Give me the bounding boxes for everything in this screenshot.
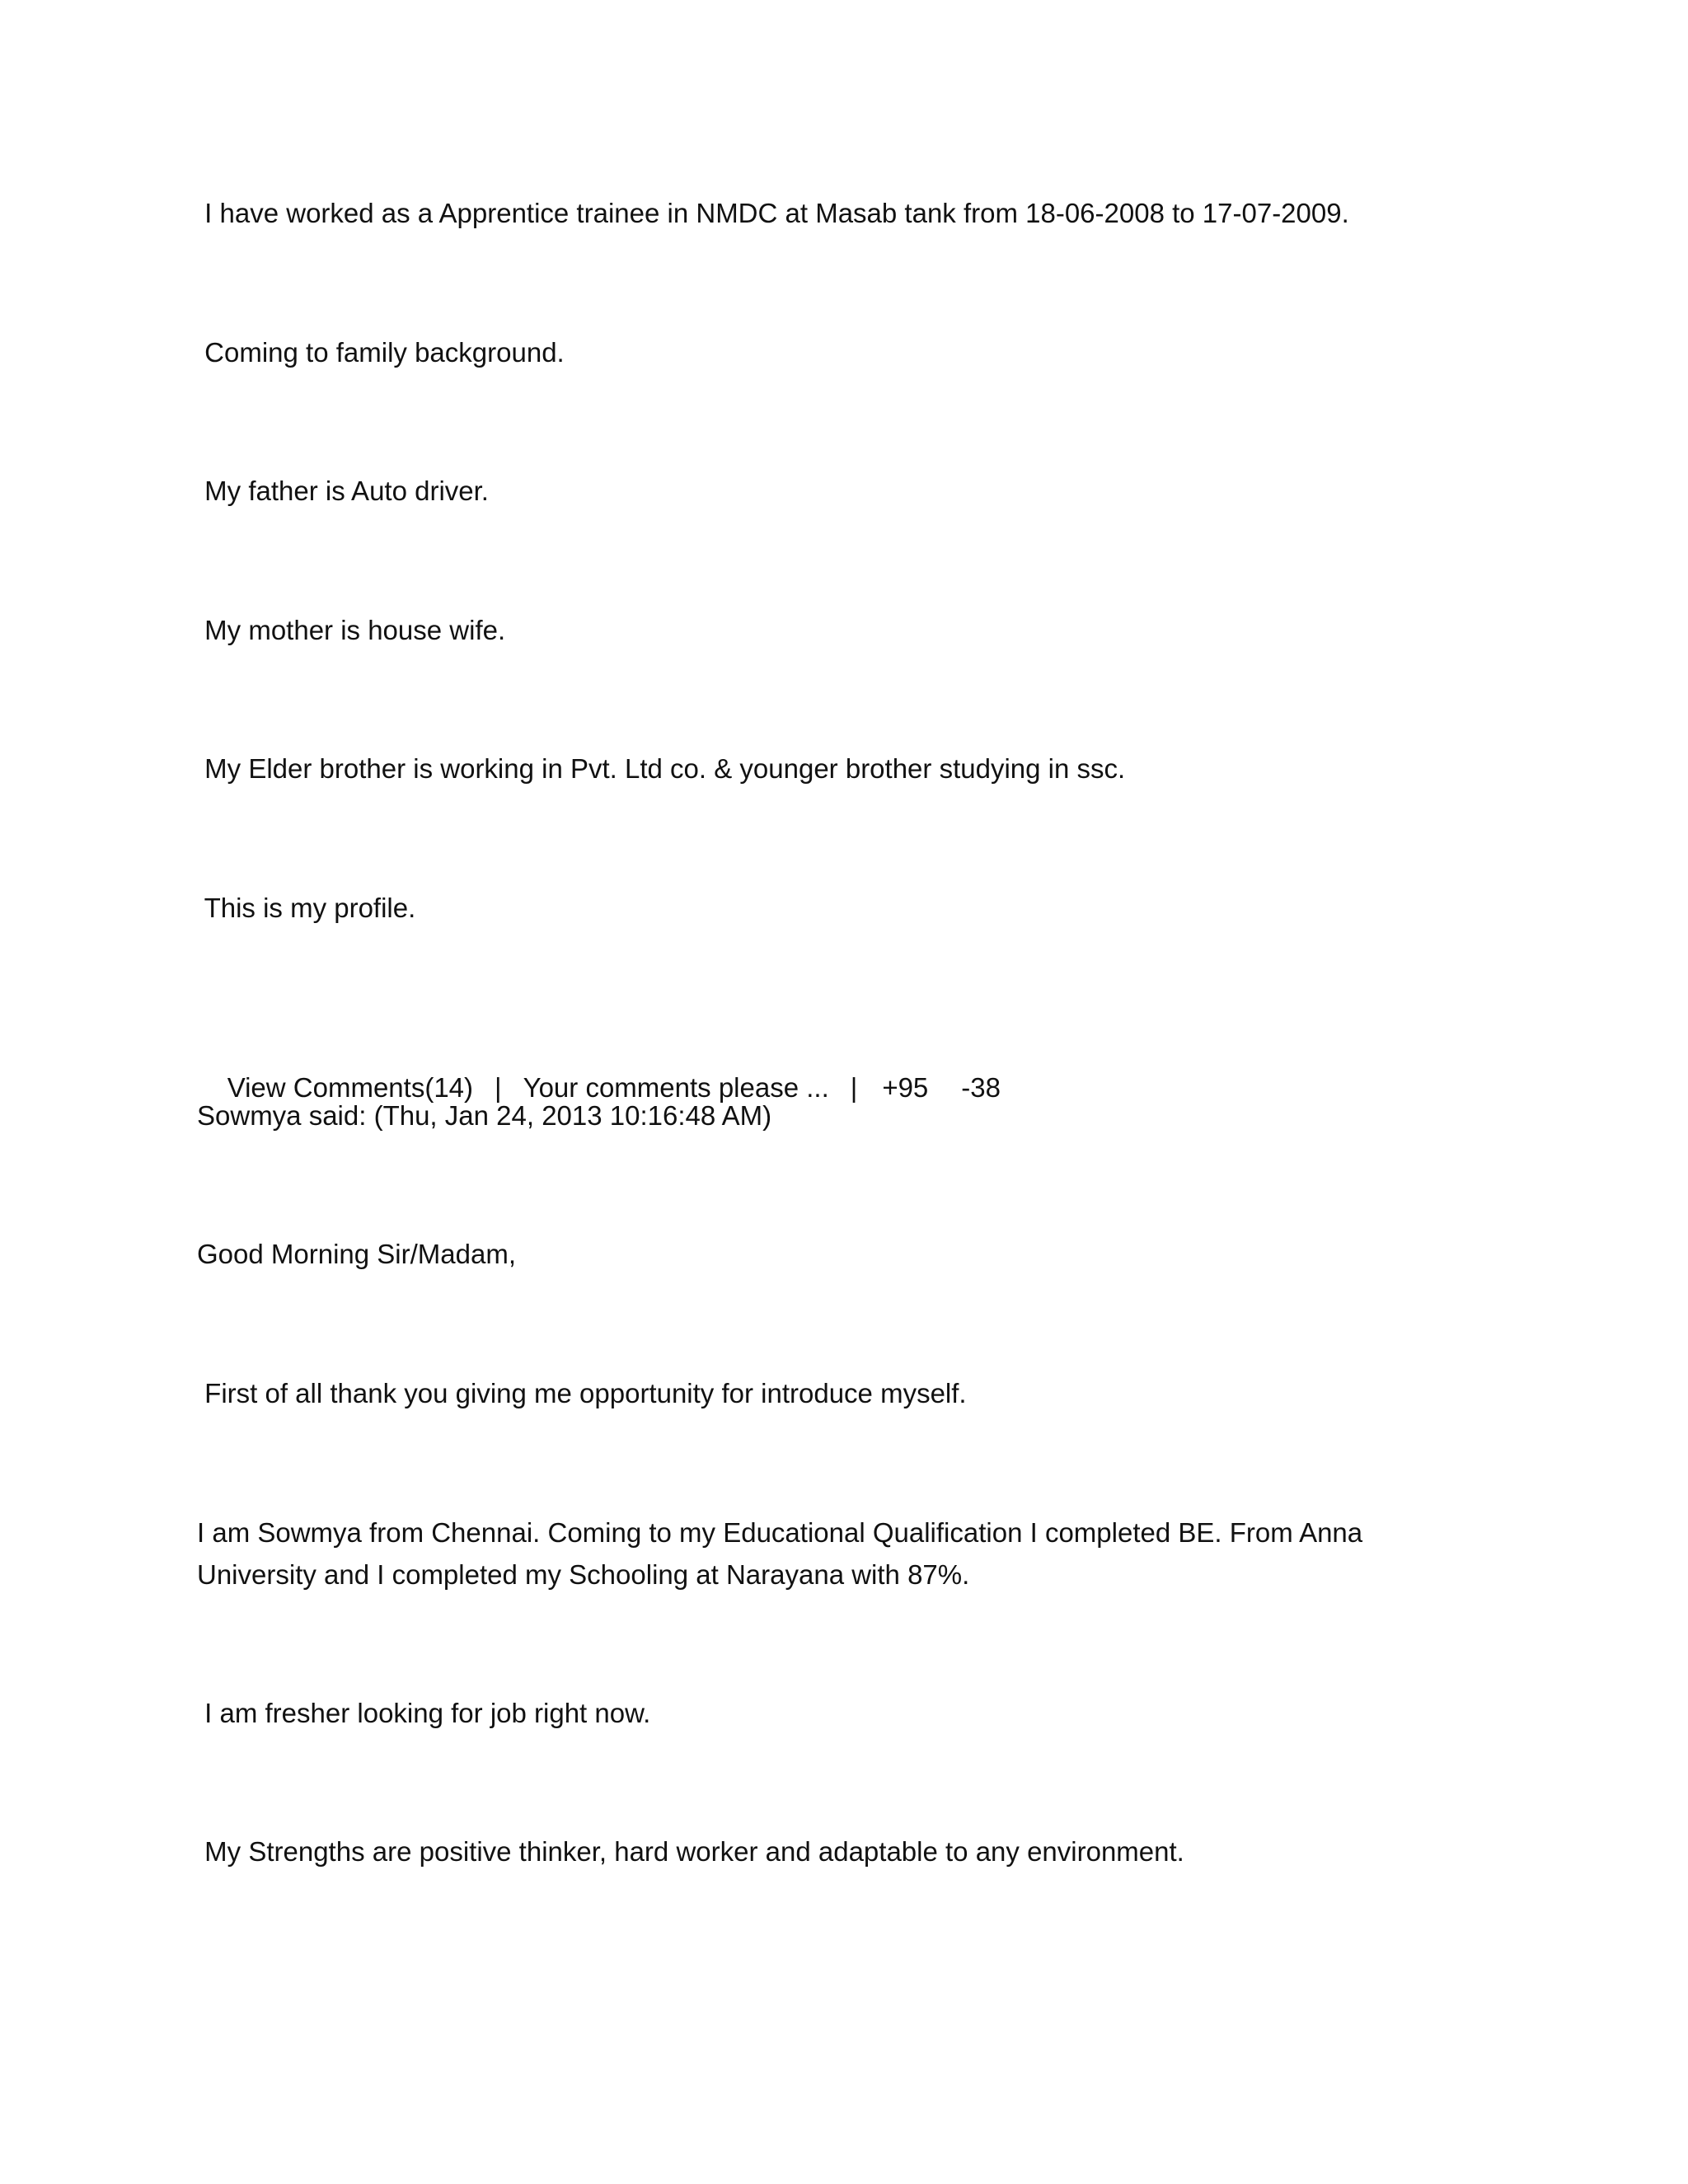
- profile-line-family-background: Coming to family background.: [197, 337, 565, 368]
- profile-line-mother: My mother is house wife.: [197, 615, 506, 645]
- profile-line-closing: This is my profile.: [197, 893, 416, 923]
- view-comments-link[interactable]: View Comments(14): [227, 1072, 474, 1103]
- comment-paragraph-thanks: First of all thank you giving me opportunity for introduce myself.: [197, 1378, 967, 1408]
- comment-paragraph-strengths: My Strengths are positive thinker, hard worker and adaptable to any environment.: [197, 1836, 1184, 1867]
- separator: |: [495, 1072, 502, 1103]
- comment-paragraph-education: I am Sowmya from Chennai. Coming to my Educational Qualification I completed BE. From Anna University and I completed my Schooling at Narayana with 87%.: [197, 1517, 1363, 1590]
- profile-line-apprentice: I have worked as a Apprentice trainee in NMDC at Masab tank from 18-06-2008 to 17-07-2009.: [197, 198, 1349, 228]
- comment-paragraph-fresher: I am fresher looking for job right now.: [197, 1698, 651, 1728]
- downvote-link[interactable]: -38: [961, 1072, 1001, 1103]
- your-comments-link[interactable]: Your comments please ...: [523, 1072, 829, 1103]
- profile-line-father: My father is Auto driver.: [197, 476, 489, 506]
- upvote-link[interactable]: +95: [882, 1072, 929, 1103]
- separator: |: [850, 1072, 858, 1103]
- comment-greeting: Good Morning Sir/Madam,: [197, 1239, 516, 1269]
- comment-author-line: Sowmya said: (Thu, Jan 24, 2013 10:16:48 AM): [197, 1100, 772, 1131]
- profile-line-brothers: My Elder brother is working in Pvt. Ltd co. & younger brother studying in ssc.: [197, 753, 1126, 784]
